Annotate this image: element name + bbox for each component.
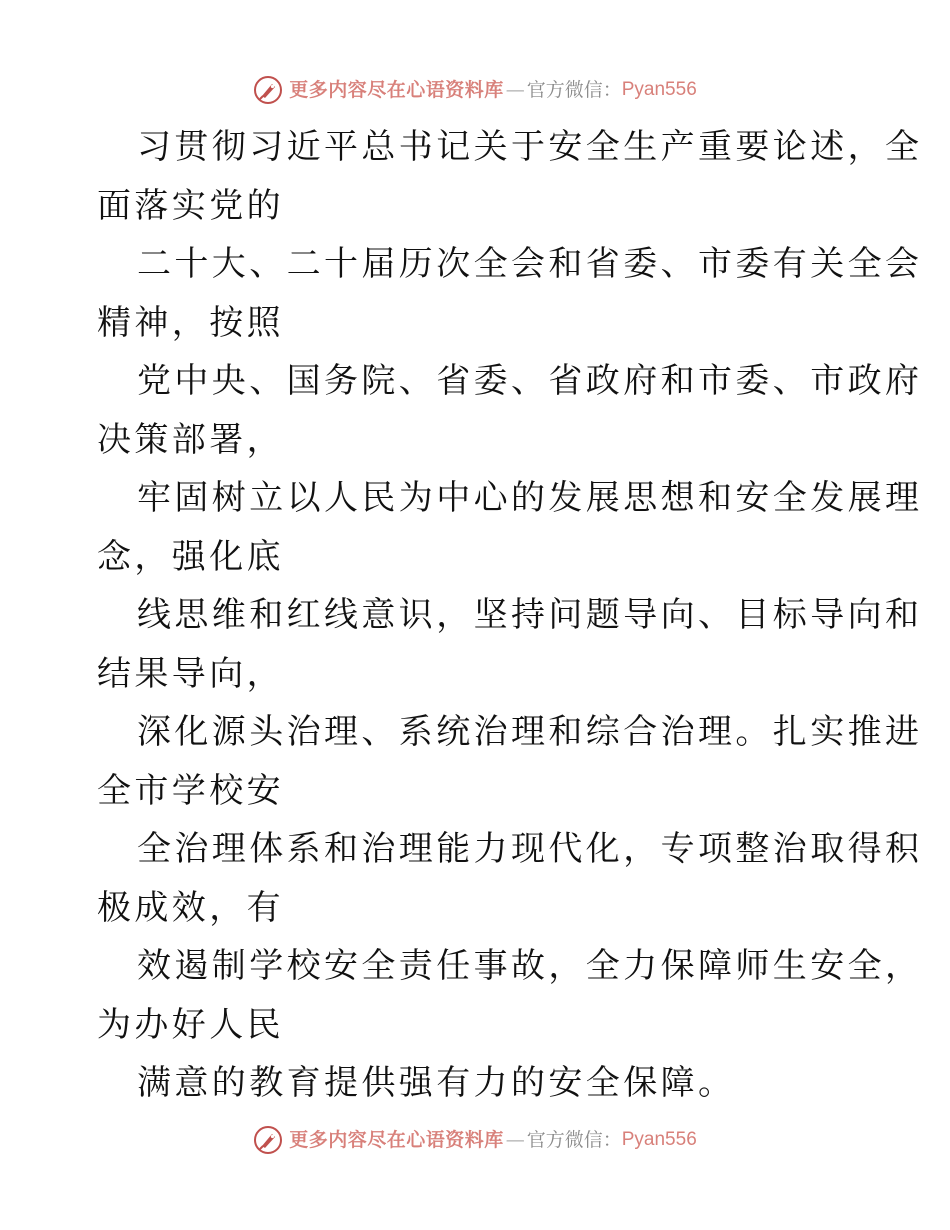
watermark-dash: —	[505, 1129, 525, 1151]
watermark-wechat-id: Pyan556	[621, 79, 697, 100]
header-watermark	[0, 75, 950, 105]
text-line: 深化源头治理、系统治理和综合治理。扎实推进	[137, 712, 923, 752]
watermark-title: 更多内容尽在心语资料库	[289, 79, 504, 101]
text-line: 极成效，有	[97, 887, 284, 928]
text-line: 满意的教育提供强有力的安全保障。	[137, 1063, 736, 1103]
text-line: 面落实党的	[97, 185, 284, 226]
watermark-title: 更多内容尽在心语资料库	[289, 1129, 504, 1151]
text-line: 线思维和红线意识，坚持问题导向、目标导向和	[137, 595, 923, 635]
watermark-official-label: 官方微信：	[526, 79, 622, 101]
pen-nib-logo-icon	[253, 75, 283, 105]
text-line: 效遏制学校安全责任事故，全力保障师生安全，	[137, 946, 923, 986]
text-line: 全治理体系和治理能力现代化，专项整治取得积	[137, 829, 923, 869]
text-line: 牢固树立以人民为中心的发展思想和安全发展理	[137, 478, 923, 518]
text-line: 全市学校安	[97, 770, 284, 811]
text-line: 决策部署，	[97, 419, 284, 460]
document-body	[97, 118, 923, 1113]
text-line: 党中央、国务院、省委、省政府和市委、市政府	[137, 361, 923, 401]
text-line: 为办好人民	[97, 1004, 284, 1045]
watermark-dash: —	[505, 79, 525, 101]
watermark-wechat-id: Pyan556	[621, 1129, 697, 1150]
pen-nib-logo-icon	[253, 1125, 283, 1155]
text-line: 结果导向，	[97, 653, 284, 694]
text-line: 二十大、二十届历次全会和省委、市委有关全会	[137, 244, 923, 284]
text-line: 精神，按照	[97, 302, 284, 343]
footer-watermark	[0, 1125, 950, 1155]
text-line: 习贯彻习近平总书记关于安全生产重要论述，全	[137, 127, 923, 167]
watermark-official-label: 官方微信：	[526, 1129, 622, 1151]
text-line: 念，强化底	[97, 536, 284, 577]
